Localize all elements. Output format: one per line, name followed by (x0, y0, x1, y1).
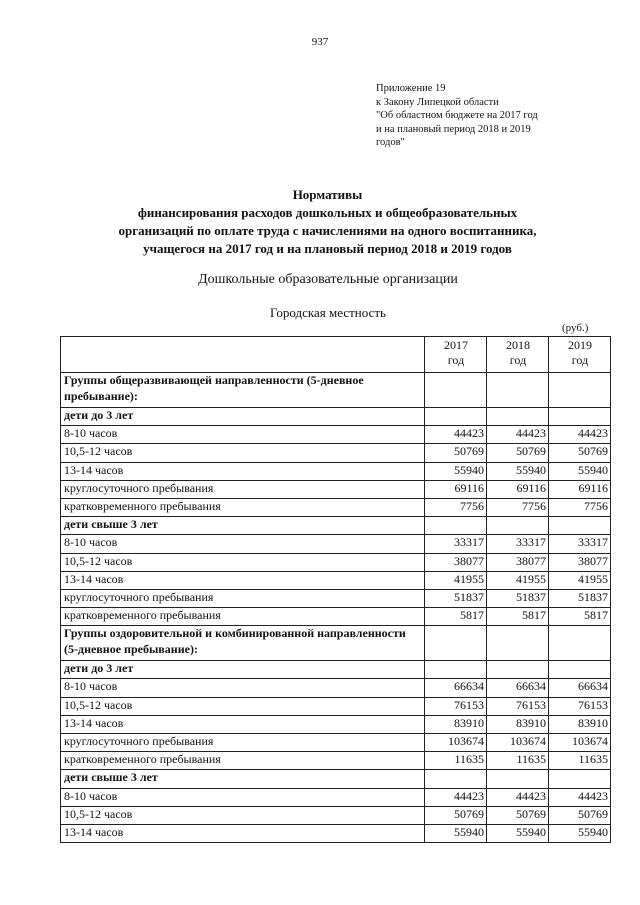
header-year: 2019 (568, 338, 592, 352)
value-cell-2018: 50769 (487, 444, 549, 462)
header-unit: год (571, 353, 589, 367)
value-cell-2017: 11635 (425, 752, 487, 770)
appendix-line: и на плановый период 2018 и 2019 (376, 123, 531, 135)
value-cell-2019: 50769 (549, 444, 611, 462)
value-cell-2017: 41955 (425, 571, 487, 589)
value-cell-2019: 33317 (549, 535, 611, 553)
value-cell-2019 (549, 517, 611, 535)
value-cell-2018 (487, 626, 549, 661)
table-row (61, 498, 611, 516)
subtitle-area: Городская местность (270, 305, 386, 320)
value-cell-2018 (487, 517, 549, 535)
value-cell-2017: 44423 (425, 788, 487, 806)
value-cell-2018: 103674 (487, 734, 549, 752)
table-subgroup-row (61, 408, 611, 426)
value-cell-2018: 38077 (487, 553, 549, 571)
header-empty-cell (61, 337, 425, 373)
row-label: 8-10 часов (61, 788, 425, 806)
appendix-line: к Закону Липецкой области (376, 96, 499, 108)
value-cell-2018 (487, 373, 549, 408)
value-cell-2017 (425, 770, 487, 788)
subtitle-organizations: Дошкольные образовательные организации (198, 272, 458, 287)
row-label: кратковременного пребывания (61, 608, 425, 626)
value-cell-2017 (425, 517, 487, 535)
title-line: финансирования расходов дошкольных и общеобразовательных (137, 205, 518, 220)
value-cell-2019: 69116 (549, 480, 611, 498)
header-year: 2018 (506, 338, 530, 352)
table-row (61, 788, 611, 806)
table-row (61, 553, 611, 571)
value-cell-2019: 55940 (549, 462, 611, 480)
row-label: 10,5-12 часов (61, 444, 425, 462)
value-cell-2018 (487, 661, 549, 679)
value-cell-2018: 55940 (487, 824, 549, 842)
value-cell-2017 (425, 373, 487, 408)
table-row (61, 444, 611, 462)
value-cell-2019: 41955 (549, 571, 611, 589)
header-unit: год (509, 353, 527, 367)
table-header-row (61, 337, 611, 373)
value-cell-2018: 50769 (487, 806, 549, 824)
table-row (61, 571, 611, 589)
row-label: 8-10 часов (61, 535, 425, 553)
title-line: Нормативы (292, 187, 363, 202)
document-title (40, 186, 615, 258)
table-row (61, 679, 611, 697)
value-cell-2017: 55940 (425, 462, 487, 480)
title-line: учащегося на 2017 год и на плановый период 2018 и 2019 годов (143, 241, 512, 256)
row-label: круглосуточного пребывания (61, 480, 425, 498)
value-cell-2019: 55940 (549, 824, 611, 842)
value-cell-2017: 83910 (425, 715, 487, 733)
table-row (61, 806, 611, 824)
row-label: круглосуточного пребывания (61, 589, 425, 607)
value-cell-2019: 7756 (549, 498, 611, 516)
row-label: 10,5-12 часов (61, 806, 425, 824)
table-row (61, 824, 611, 842)
value-cell-2019: 51837 (549, 589, 611, 607)
value-cell-2017: 7756 (425, 498, 487, 516)
value-cell-2018: 55940 (487, 462, 549, 480)
table-row (61, 462, 611, 480)
row-label: кратковременного пребывания (61, 752, 425, 770)
value-cell-2018: 51837 (487, 589, 549, 607)
value-cell-2019: 103674 (549, 734, 611, 752)
value-cell-2019: 38077 (549, 553, 611, 571)
value-cell-2018: 33317 (487, 535, 549, 553)
row-label: дети до 3 лет (61, 408, 425, 426)
table-group-row (61, 626, 611, 661)
table-row (61, 535, 611, 553)
value-cell-2019: 50769 (549, 806, 611, 824)
table-row (61, 480, 611, 498)
value-cell-2018: 76153 (487, 697, 549, 715)
appendix-line: "Об областном бюджете на 2017 год (376, 110, 538, 121)
appendix-line: годов" (376, 137, 405, 148)
value-cell-2017: 5817 (425, 608, 487, 626)
value-cell-2019: 44423 (549, 788, 611, 806)
value-cell-2018: 44423 (487, 426, 549, 444)
value-cell-2018: 66634 (487, 679, 549, 697)
value-cell-2019: 83910 (549, 715, 611, 733)
value-cell-2018 (487, 770, 549, 788)
row-label: кратковременного пребывания (61, 498, 425, 516)
value-cell-2017: 69116 (425, 480, 487, 498)
value-cell-2017 (425, 661, 487, 679)
value-cell-2018: 7756 (487, 498, 549, 516)
table-row (61, 608, 611, 626)
title-line: организаций по оплате труда с начислениями на одного воспитанника, (118, 223, 537, 238)
row-label: Группы оздоровительной и комбинированной направленности (5-дневное пребывание): (61, 626, 425, 661)
value-cell-2017 (425, 626, 487, 661)
value-cell-2018: 83910 (487, 715, 549, 733)
value-cell-2019 (549, 408, 611, 426)
row-label: 8-10 часов (61, 679, 425, 697)
value-cell-2017: 44423 (425, 426, 487, 444)
row-label: дети свыше 3 лет (61, 517, 425, 535)
row-label: дети до 3 лет (61, 661, 425, 679)
norms-table (60, 336, 611, 843)
value-cell-2019: 76153 (549, 697, 611, 715)
table-subgroup-row (61, 770, 611, 788)
table-subgroup-row (61, 661, 611, 679)
row-label: 8-10 часов (61, 426, 425, 444)
header-unit: год (447, 353, 465, 367)
value-cell-2018 (487, 408, 549, 426)
value-cell-2019: 11635 (549, 752, 611, 770)
appendix-note (376, 82, 606, 150)
row-label: 10,5-12 часов (61, 553, 425, 571)
table-row (61, 752, 611, 770)
value-cell-2017: 33317 (425, 535, 487, 553)
value-cell-2017: 103674 (425, 734, 487, 752)
currency-note: (руб.) (562, 322, 589, 334)
header-year-2017 (425, 337, 487, 373)
appendix-line: Приложение 19 (376, 83, 446, 94)
value-cell-2018: 69116 (487, 480, 549, 498)
row-label: 13-14 часов (61, 462, 425, 480)
value-cell-2017: 55940 (425, 824, 487, 842)
value-cell-2017: 38077 (425, 553, 487, 571)
value-cell-2018: 5817 (487, 608, 549, 626)
value-cell-2019 (549, 373, 611, 408)
value-cell-2017: 50769 (425, 444, 487, 462)
table-row (61, 715, 611, 733)
value-cell-2017 (425, 408, 487, 426)
table-group-row (61, 373, 611, 408)
value-cell-2018: 11635 (487, 752, 549, 770)
header-year-2018 (487, 337, 549, 373)
row-label: 13-14 часов (61, 715, 425, 733)
row-label: 10,5-12 часов (61, 697, 425, 715)
row-label: 13-14 часов (61, 571, 425, 589)
value-cell-2019 (549, 661, 611, 679)
value-cell-2017: 50769 (425, 806, 487, 824)
value-cell-2019: 66634 (549, 679, 611, 697)
table-row (61, 589, 611, 607)
page-number: 937 (311, 36, 329, 48)
table-row (61, 734, 611, 752)
header-year: 2017 (444, 338, 468, 352)
value-cell-2017: 66634 (425, 679, 487, 697)
value-cell-2019 (549, 770, 611, 788)
value-cell-2019: 44423 (549, 426, 611, 444)
row-label: круглосуточного пребывания (61, 734, 425, 752)
table-row (61, 697, 611, 715)
value-cell-2017: 76153 (425, 697, 487, 715)
row-label: 13-14 часов (61, 824, 425, 842)
value-cell-2019 (549, 626, 611, 661)
table-row (61, 426, 611, 444)
row-label: Группы общеразвивающей направленности (5-дневное пребывание): (61, 373, 425, 408)
value-cell-2019: 5817 (549, 608, 611, 626)
value-cell-2017: 51837 (425, 589, 487, 607)
row-label: дети свыше 3 лет (61, 770, 425, 788)
table-subgroup-row (61, 517, 611, 535)
value-cell-2018: 44423 (487, 788, 549, 806)
value-cell-2018: 41955 (487, 571, 549, 589)
header-year-2019 (549, 337, 611, 373)
